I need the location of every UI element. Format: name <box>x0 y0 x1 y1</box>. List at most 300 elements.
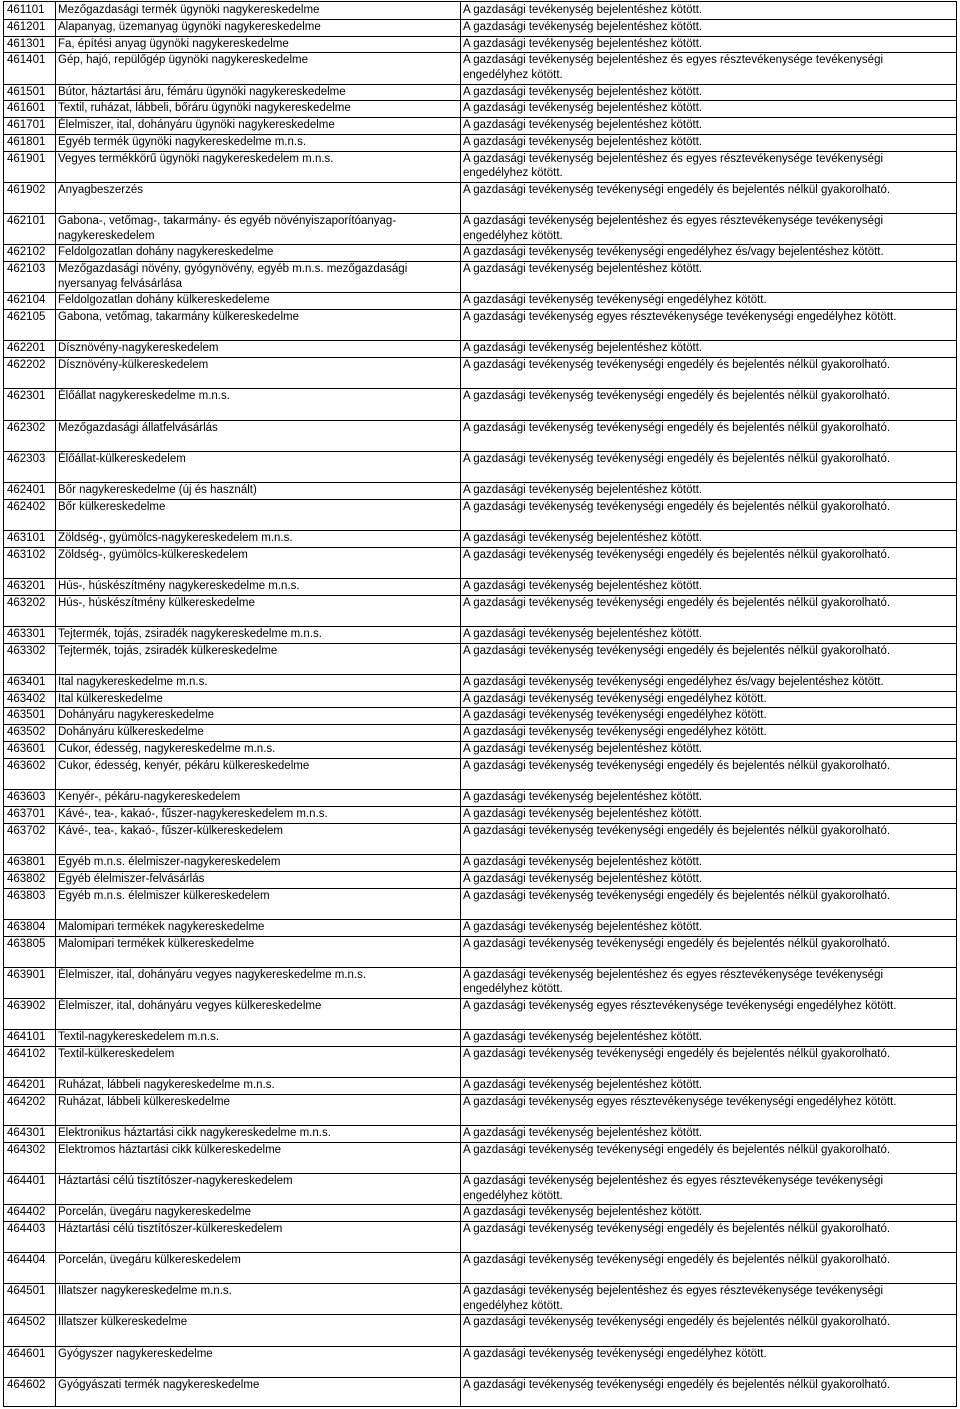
activity-requirement-line: A gazdasági tevékenység bejelentéshez kötött. <box>463 342 703 355</box>
activity-code: 462102 <box>7 246 46 259</box>
activity-code: 463804 <box>7 920 46 933</box>
activity-requirement-line: A gazdasági tevékenység egyes résztevékenysége tevékenységi engedélyhez kötött. <box>463 311 897 324</box>
activity-code: 463301 <box>7 627 46 640</box>
activity-code: 463805 <box>7 937 46 950</box>
activity-requirement-line: A gazdasági tevékenység bejelentéshez kötött. <box>463 920 703 933</box>
activity-name <box>58 1030 458 1045</box>
activity-requirement-line: A gazdasági tevékenység tevékenységi engedély és bejelentés nélkül gyakorolható. <box>463 1378 891 1391</box>
table-row <box>4 967 956 998</box>
activity-name <box>58 579 458 594</box>
table-row <box>4 1283 956 1314</box>
activity-name-line: Gabona-, vetőmag-, takarmány- és egyéb növényiszaporítóanyag- <box>58 215 397 228</box>
activity-requirement-line: A gazdasági tevékenység bejelentéshez és egyes résztevékenysége tevékenységi <box>463 1175 884 1187</box>
table-row <box>4 117 956 134</box>
activity-name <box>58 500 458 515</box>
activity-name <box>58 37 458 52</box>
activity-name-line: Textil-nagykereskedelem m.n.s. <box>58 1031 220 1044</box>
activity-code: 462101 <box>7 215 46 228</box>
activity-code: 464602 <box>7 1378 46 1391</box>
activity-name-line: Élelmiszer, ital, dohányáru vegyes külkereskedelme <box>58 999 322 1012</box>
table-row <box>4 19 956 36</box>
table-row <box>4 871 956 888</box>
activity-requirement-line: A gazdasági tevékenység tevékenységi engedélyhez és/vagy bejelentéshez kötött. <box>463 675 884 688</box>
activity-requirement-line: A gazdasági tevékenység bejelentéshez kötött. <box>463 85 703 98</box>
activity-name <box>58 807 458 822</box>
activity-name-line: Élőállat-külkereskedelem <box>58 452 186 465</box>
activity-requirement-line: A gazdasági tevékenység tevékenységi engedély és bejelentés nélkül gyakorolható. <box>463 937 891 950</box>
activity-code: 463702 <box>7 824 46 837</box>
activity-requirement-line: A gazdasági tevékenység tevékenységi engedélyhez kötött. <box>463 709 767 722</box>
activity-requirement <box>463 1126 955 1141</box>
activity-name-line: Zöldség-, gyümölcs-nagykereskedelem m.n.s. <box>58 531 293 544</box>
activity-requirement <box>463 118 955 133</box>
table-row <box>4 1173 956 1204</box>
table-row <box>4 674 956 691</box>
table-row <box>4 998 956 1015</box>
activity-name <box>58 310 458 325</box>
activity-name-line: Zöldség-, gyümölcs-külkereskedelem <box>58 548 248 561</box>
activity-requirement-line: A gazdasági tevékenység bejelentéshez kötött. <box>463 1206 703 1219</box>
activity-code: 463801 <box>7 855 46 868</box>
table-row <box>4 919 956 936</box>
activity-requirement-line: A gazdasági tevékenység bejelentéshez kötött. <box>463 579 703 592</box>
activity-requirement-line: A gazdasági tevékenység bejelentéshez kötött. <box>463 119 703 132</box>
table-row <box>4 357 956 374</box>
activity-name-line: Ruházat, lábbeli külkereskedelme <box>58 1095 230 1108</box>
activity-name <box>58 452 458 467</box>
activity-requirement <box>463 531 955 546</box>
activity-code: 462303 <box>7 452 46 465</box>
activity-name <box>58 1222 458 1237</box>
activity-name <box>58 1174 458 1189</box>
activity-name <box>58 644 458 659</box>
activity-name <box>58 1126 458 1141</box>
activity-requirement-line: A gazdasági tevékenység bejelentéshez kötött. <box>463 1127 703 1140</box>
activity-requirement-line: A gazdasági tevékenység bejelentéshez kötött. <box>463 807 703 820</box>
activity-requirement <box>463 1347 955 1362</box>
table-row <box>4 724 956 741</box>
activity-requirement-line: A gazdasági tevékenység bejelentéshez kötött. <box>463 627 703 640</box>
activity-name <box>58 483 458 498</box>
activity-requirement <box>463 483 955 498</box>
activity-name <box>58 1078 458 1093</box>
activity-requirement <box>463 214 955 243</box>
activity-name-line: Ruházat, lábbeli nagykereskedelme m.n.s. <box>58 1079 275 1092</box>
activity-requirement <box>463 452 955 467</box>
activity-name <box>58 214 458 243</box>
activity-name-line: Élőállat nagykereskedelme m.n.s. <box>58 390 230 403</box>
activity-name <box>58 118 458 133</box>
activity-requirement <box>463 596 955 611</box>
activity-name <box>58 742 458 757</box>
activity-code: 462202 <box>7 359 46 372</box>
activity-name-line: Porcelán, üvegáru nagykereskedelme <box>58 1206 252 1219</box>
activity-requirement <box>463 135 955 150</box>
activity-requirement <box>463 183 955 198</box>
activity-requirement <box>463 245 955 260</box>
activity-requirement <box>463 790 955 805</box>
table-row <box>4 854 956 871</box>
table-row <box>4 595 956 612</box>
activity-requirement-line: A gazdasági tevékenység tevékenységi engedélyhez és/vagy bejelentéshez kötött. <box>463 246 884 259</box>
activity-name <box>58 596 458 611</box>
activity-name-line: Gyógyászati termék nagykereskedelme <box>58 1378 260 1391</box>
activity-requirement <box>463 421 955 436</box>
activity-requirement <box>463 389 955 404</box>
activity-name <box>58 101 458 116</box>
activity-requirement-line: A gazdasági tevékenység tevékenységi engedély és bejelentés nélkül gyakorolható. <box>463 1254 891 1267</box>
activity-code: 464601 <box>7 1347 46 1360</box>
activity-name-line: Tejtermék, tojás, zsiradék külkereskedelme <box>58 644 278 657</box>
activity-requirement-line: A gazdasági tevékenység bejelentéshez kötött. <box>463 531 703 544</box>
activity-code: 464302 <box>7 1143 46 1156</box>
table-row <box>4 1314 956 1331</box>
activity-requirement-line: A gazdasági tevékenység bejelentéshez kötött. <box>463 872 703 885</box>
activity-name-line: Anyagbeszerzés <box>58 184 144 197</box>
activity-name <box>58 20 458 35</box>
activity-name-line: Bőr nagykereskedelme (új és használt) <box>58 483 257 496</box>
activity-name <box>58 1347 458 1362</box>
activity-requirement-line: A gazdasági tevékenység tevékenységi engedélyhez kötött. <box>463 1347 767 1360</box>
activity-requirement <box>463 152 955 181</box>
activity-name-line: nagykereskedelem <box>58 229 155 242</box>
activity-name-line: Dísznövény-nagykereskedelem <box>58 342 219 355</box>
activity-requirement-line: A gazdasági tevékenység bejelentéshez és egyes résztevékenysége tevékenységi <box>463 968 884 981</box>
activity-requirement-line: engedélyhez kötött. <box>463 167 563 180</box>
activity-code: 463401 <box>7 675 46 688</box>
table-row <box>4 309 956 326</box>
activity-requirement <box>463 1378 955 1393</box>
activity-name-line: Alapanyag, üzemanyag ügynöki nagykereskedelme <box>58 20 321 33</box>
activity-name-line: Egyéb m.n.s. élelmiszer külkereskedelem <box>58 889 270 902</box>
table-row <box>4 626 956 643</box>
table-row <box>4 84 956 101</box>
activity-code: 464101 <box>7 1031 46 1044</box>
activity-requirement-line: A gazdasági tevékenység tevékenységi engedély és bejelentés nélkül gyakorolható. <box>463 500 891 513</box>
activity-requirement-line: A gazdasági tevékenység tevékenységi engedély és bejelentés nélkül gyakorolható. <box>463 889 891 902</box>
activity-requirement-line: A gazdasági tevékenység bejelentéshez kötött. <box>463 20 703 33</box>
activity-requirement-line: engedélyhez kötött. <box>463 1299 563 1312</box>
activity-requirement <box>463 889 955 904</box>
activity-name-line: Bútor, háztartási áru, fémáru ügynöki nagykereskedelme <box>58 85 346 98</box>
activity-code: 462105 <box>7 311 46 324</box>
table-row <box>4 741 956 758</box>
activity-requirement-line: engedélyhez kötött. <box>463 983 563 996</box>
table-row <box>4 451 956 468</box>
activity-requirement <box>463 1205 955 1220</box>
activity-code: 464501 <box>7 1285 46 1298</box>
activity-requirement-line: A gazdasági tevékenység bejelentéshez kötött. <box>463 743 703 756</box>
table-row <box>4 1094 956 1111</box>
activity-name-line: Cukor, édesség, kenyér, pékáru külkereskedelme <box>58 759 310 772</box>
activity-name-line: Egyéb élelmiszer-felvásárlás <box>58 872 205 885</box>
activity-code: 463102 <box>7 548 46 561</box>
activity-requirement <box>463 725 955 740</box>
activity-name <box>58 1095 458 1110</box>
activity-code: 462302 <box>7 421 46 434</box>
table-row <box>4 1346 956 1363</box>
activity-code: 461902 <box>7 184 46 197</box>
activity-name <box>58 759 458 774</box>
activity-code: 463802 <box>7 872 46 885</box>
activity-requirement-line: A gazdasági tevékenység tevékenységi engedély és bejelentés nélkül gyakorolható. <box>463 548 891 561</box>
activity-requirement-line: engedélyhez kötött. <box>463 1189 563 1202</box>
activity-requirement <box>463 1030 955 1045</box>
activity-name-line: Kávé-, tea-, kakaó-, fűszer-nagykereskedelem m.n.s. <box>58 807 328 820</box>
table-row <box>4 547 956 564</box>
table-row <box>4 789 956 806</box>
activity-requirement-line: A gazdasági tevékenység tevékenységi engedélyhez kötött. <box>463 692 767 705</box>
activity-code: 464402 <box>7 1206 46 1219</box>
table-row <box>4 1142 956 1159</box>
table-row <box>4 151 956 182</box>
activity-name-line: Feldolgozatlan dohány külkereskedeleme <box>58 294 270 307</box>
activity-requirement <box>463 1315 955 1330</box>
activity-name-line: Porcelán, üvegáru külkereskedelem <box>58 1254 241 1267</box>
table-row <box>4 1046 956 1063</box>
activity-name <box>58 1284 458 1299</box>
activity-requirement-line: A gazdasági tevékenység bejelentéshez kötött. <box>463 102 703 115</box>
activity-requirement-line: A gazdasági tevékenység tevékenységi engedély és bejelentés nélkül gyakorolható. <box>463 184 891 197</box>
activity-code: 463603 <box>7 791 46 804</box>
table-row <box>4 530 956 547</box>
table-row <box>4 261 956 292</box>
activity-requirement <box>463 1095 955 1110</box>
activity-name <box>58 1253 458 1268</box>
activity-requirement <box>463 1222 955 1237</box>
table-row <box>4 578 956 595</box>
activity-name <box>58 1047 458 1062</box>
activity-code: 463101 <box>7 531 46 544</box>
activity-requirement-line: A gazdasági tevékenység bejelentéshez és egyes résztevékenysége tevékenységi <box>463 1285 884 1298</box>
activity-requirement-line: A gazdasági tevékenység tevékenységi engedély és bejelentés nélkül gyakorolható. <box>463 452 891 465</box>
activity-requirement-line: A gazdasági tevékenység bejelentéshez kötött. <box>463 1031 703 1044</box>
activity-requirement <box>463 627 955 642</box>
activity-requirement <box>463 872 955 887</box>
activity-code: 461701 <box>7 119 46 132</box>
activity-name <box>58 708 458 723</box>
activity-name <box>58 1205 458 1220</box>
activity-name-line: Cukor, édesség, nagykereskedelme m.n.s. <box>58 743 276 756</box>
activity-code: 463501 <box>7 709 46 722</box>
activity-requirement <box>463 293 955 308</box>
activity-requirement-line: A gazdasági tevékenység bejelentéshez kötött. <box>463 263 703 276</box>
table-row <box>4 499 956 516</box>
activity-requirement <box>463 3 955 18</box>
activity-name-line: Dohányáru külkereskedelme <box>58 726 204 739</box>
table-row <box>4 806 956 823</box>
activity-name-line: Ital külkereskedelme <box>58 692 163 705</box>
activity-name-line: Élelmiszer, ital, dohányáru vegyes nagykereskedelme m.n.s. <box>58 968 367 981</box>
activity-name-line: Gabona, vetőmag, takarmány külkereskedelme <box>58 311 299 324</box>
activity-requirement <box>463 999 955 1014</box>
activity-requirement-line: A gazdasági tevékenység bejelentéshez kötött. <box>463 4 703 16</box>
activity-name <box>58 920 458 935</box>
activity-name <box>58 531 458 546</box>
table-row <box>4 388 956 405</box>
activity-name-line: Gyógyszer nagykereskedelme <box>58 1347 213 1360</box>
activity-name <box>58 389 458 404</box>
activity-code: 462301 <box>7 390 46 403</box>
activity-name <box>58 968 458 983</box>
table-row <box>4 100 956 117</box>
activity-requirement <box>463 310 955 325</box>
activity-code: 464301 <box>7 1127 46 1140</box>
activity-requirement-line: A gazdasági tevékenység bejelentéshez kötött. <box>463 37 703 50</box>
activity-requirement <box>463 675 955 690</box>
activity-name <box>58 3 458 18</box>
activity-code: 464502 <box>7 1316 46 1329</box>
activity-name <box>58 85 458 100</box>
table-row <box>4 2 956 19</box>
activity-requirement <box>463 1284 955 1313</box>
activity-code: 463502 <box>7 726 46 739</box>
activity-name-line: Háztartási célú tisztítószer-külkereskedelem <box>58 1222 283 1235</box>
activity-code: 464403 <box>7 1222 46 1235</box>
activity-requirement <box>463 824 955 839</box>
activity-requirement-line: A gazdasági tevékenység tevékenységi engedélyhez kötött. <box>463 294 767 307</box>
activity-name <box>58 262 458 291</box>
activity-code: 461501 <box>7 85 46 98</box>
table-row <box>4 691 956 708</box>
activity-requirement-line: A gazdasági tevékenység egyes résztevékenysége tevékenységi engedélyhez kötött. <box>463 999 897 1012</box>
activity-code: 461801 <box>7 136 46 149</box>
activity-requirement-line: A gazdasági tevékenység tevékenységi engedély és bejelentés nélkül gyakorolható. <box>463 1316 891 1329</box>
activity-requirement <box>463 1143 955 1158</box>
table-row <box>4 340 956 357</box>
activity-requirement-line: A gazdasági tevékenység tevékenységi engedélyhez kötött. <box>463 726 767 739</box>
activity-requirement-line: A gazdasági tevékenység bejelentéshez kötött. <box>463 1079 703 1092</box>
activity-name <box>58 790 458 805</box>
activity-requirement <box>463 855 955 870</box>
activity-name <box>58 183 458 198</box>
activity-requirement-line: A gazdasági tevékenység tevékenységi engedély és bejelentés nélkül gyakorolható. <box>463 421 891 434</box>
activity-requirement-line: A gazdasági tevékenység bejelentéshez és egyes résztevékenysége tevékenységi <box>463 215 884 228</box>
activity-name-line: Fa, építési anyag ügynöki nagykereskedelme <box>58 37 289 50</box>
activity-name-line: Háztartási célú tisztítószer-nagykereskedelem <box>58 1175 293 1187</box>
table-body <box>4 2 956 1406</box>
activity-name <box>58 1378 458 1393</box>
activity-name <box>58 855 458 870</box>
activity-name-line: Mezőgazdasági termék ügynöki nagykereskedelme <box>58 4 320 16</box>
activity-requirement-line: A gazdasági tevékenység bejelentéshez kötött. <box>463 136 703 149</box>
activity-name-line: Hús-, húskészítmény nagykereskedelme m.n.s. <box>58 579 300 592</box>
activity-name-line: Mezőgazdasági növény, gyógynövény, egyéb m.n.s. mezőgazdasági <box>58 263 408 276</box>
activity-name-line: Malomipari termékek nagykereskedelme <box>58 920 265 933</box>
table-row <box>4 182 956 199</box>
activity-requirement-line: engedélyhez kötött. <box>463 68 563 81</box>
activity-name-line: Dohányáru nagykereskedelme <box>58 709 214 722</box>
activity-requirement <box>463 548 955 563</box>
activity-requirement-line: A gazdasági tevékenység tevékenységi engedély és bejelentés nélkül gyakorolható. <box>463 759 891 772</box>
activity-code: 461601 <box>7 102 46 115</box>
activity-name-line: Egyéb m.n.s. élelmiszer-nagykereskedelem <box>58 855 281 868</box>
activity-requirement <box>463 358 955 373</box>
activity-requirement <box>463 968 955 997</box>
activity-code: 464404 <box>7 1254 46 1267</box>
activity-name <box>58 135 458 150</box>
activity-name <box>58 889 458 904</box>
activity-name-line: nyersanyag felvásárlása <box>58 277 183 290</box>
activity-code: 463601 <box>7 743 46 756</box>
activity-requirement <box>463 1174 955 1203</box>
activity-name <box>58 824 458 839</box>
activity-requirement <box>463 500 955 515</box>
activity-requirement <box>463 708 955 723</box>
activity-requirement <box>463 262 955 277</box>
activity-requirement <box>463 644 955 659</box>
activity-name-line: Illatszer külkereskedelme <box>58 1316 188 1329</box>
activity-name <box>58 293 458 308</box>
table-row <box>4 643 956 660</box>
activity-requirement <box>463 937 955 952</box>
activity-requirement <box>463 1047 955 1062</box>
table-row <box>4 1077 956 1094</box>
activity-requirement-line: A gazdasági tevékenység tevékenységi engedély és bejelentés nélkül gyakorolható. <box>463 390 891 403</box>
activity-name <box>58 152 458 167</box>
table-row <box>4 1221 956 1238</box>
activity-code: 462402 <box>7 500 46 513</box>
activity-code: 464102 <box>7 1047 46 1060</box>
activity-requirement-line: A gazdasági tevékenység tevékenységi engedély és bejelentés nélkül gyakorolható. <box>463 359 891 372</box>
activity-requirement <box>463 742 955 757</box>
activity-name <box>58 692 458 707</box>
activity-name <box>58 675 458 690</box>
activity-name-line: Elektromos háztartási cikk külkereskedelme <box>58 1143 282 1156</box>
activity-code: 464401 <box>7 1175 46 1187</box>
table-row <box>4 36 956 53</box>
activity-requirement <box>463 341 955 356</box>
activity-requirement-line: A gazdasági tevékenység bejelentéshez kötött. <box>463 483 703 496</box>
activity-name <box>58 725 458 740</box>
activity-requirement-line: A gazdasági tevékenység tevékenységi engedély és bejelentés nélkül gyakorolható. <box>463 644 891 657</box>
activity-name-line: Bőr külkereskedelme <box>58 500 166 513</box>
activity-requirement-line: engedélyhez kötött. <box>463 229 563 242</box>
activity-name <box>58 1143 458 1158</box>
activity-requirement <box>463 37 955 52</box>
activity-requirement <box>463 1078 955 1093</box>
activity-requirement-line: A gazdasági tevékenység tevékenységi engedély és bejelentés nélkül gyakorolható. <box>463 1143 891 1156</box>
activity-requirement-line: A gazdasági tevékenység egyes résztevékenysége tevékenységi engedélyhez kötött. <box>463 1095 897 1108</box>
activity-name <box>58 1315 458 1330</box>
activity-code: 464202 <box>7 1095 46 1108</box>
activity-requirement <box>463 53 955 82</box>
table-row <box>4 1125 956 1142</box>
activity-name <box>58 548 458 563</box>
activity-code: 464201 <box>7 1079 46 1092</box>
activity-requirement <box>463 85 955 100</box>
table-row <box>4 1029 956 1046</box>
activity-code: 462401 <box>7 483 46 496</box>
activity-name <box>58 872 458 887</box>
activity-name-line: Feldolgozatlan dohány nagykereskedelme <box>58 246 274 259</box>
activity-name-line: Élelmiszer, ital, dohányáru ügynöki nagykereskedelme <box>58 119 335 132</box>
table-row <box>4 420 956 437</box>
activity-name <box>58 421 458 436</box>
activity-name-line: Mezőgazdasági állatfelvásárlás <box>58 421 218 434</box>
activity-code: 463202 <box>7 596 46 609</box>
activity-requirement-line: A gazdasági tevékenység bejelentéshez és egyes résztevékenysége tevékenységi <box>463 152 884 165</box>
activity-code: 461101 <box>7 4 45 16</box>
activity-name <box>58 341 458 356</box>
activity-requirement <box>463 579 955 594</box>
activity-requirement <box>463 101 955 116</box>
activity-code: 463402 <box>7 692 46 705</box>
activity-name-line: Kenyér-, pékáru-nagykereskedelem <box>58 791 241 804</box>
table-row <box>4 134 956 151</box>
activity-requirement-line: A gazdasági tevékenység tevékenységi engedély és bejelentés nélkül gyakorolható. <box>463 596 891 609</box>
table-row <box>4 292 956 309</box>
